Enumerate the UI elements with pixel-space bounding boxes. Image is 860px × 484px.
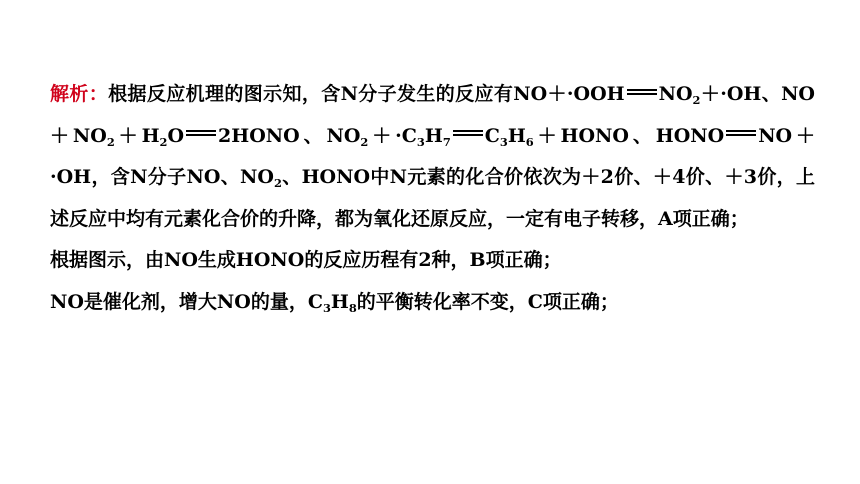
text-run: NO [658, 83, 693, 105]
subscript: 3 [416, 134, 425, 149]
equals-sign [724, 123, 758, 142]
text-run: 2HONO、NO [218, 124, 361, 147]
text-run: 、HONO中N元素的化合价依次为＋2价、＋4价、＋3价，上述反应中均有元素化合价的升降，都为氧化还原反应，一定有电子转移，A项正确； [50, 166, 815, 230]
text-run: H [507, 124, 526, 147]
subscript: 8 [348, 300, 357, 315]
text-run: 根据图示，由NO生成HONO的反应历程有2种，B项正确； [50, 249, 562, 271]
subscript: 3 [322, 300, 331, 315]
text-run: NO是催化剂，增大NO的量，C [50, 290, 323, 313]
subscript: 2 [273, 175, 282, 190]
text-run: 根据反应机理的图示知，含N分子发生的反应有NO＋·OOH [108, 83, 625, 105]
equals-sign [451, 123, 485, 142]
subscript: 2 [692, 92, 701, 107]
subscript: 2 [106, 134, 115, 149]
subscript: 6 [525, 134, 534, 149]
explanation-text [50, 74, 815, 323]
text-run: ＋HONO、HONO [533, 124, 725, 147]
text-run: ＋·C [368, 124, 417, 147]
text-run: H [424, 124, 443, 147]
subscript: 2 [159, 134, 168, 149]
subscript: 2 [360, 134, 369, 149]
text-run: C [484, 124, 500, 147]
subscript: 3 [499, 134, 508, 149]
text-run: NO＋·OH，含N分子NO、NO [50, 124, 816, 188]
paragraph-1 [50, 74, 815, 240]
equals-sign [184, 123, 218, 142]
text-run: O [167, 124, 185, 147]
text-run: ＋·OH、NO＋NO [50, 83, 815, 147]
text-run: 的平衡转化率不变，C项正确； [356, 290, 619, 313]
equals-sign [625, 81, 659, 100]
text-run: ＋H [114, 124, 160, 147]
paragraph-2 [50, 240, 815, 282]
paragraph-3 [50, 282, 815, 324]
analysis-label: 解析： [50, 83, 109, 105]
text-run: H [330, 290, 349, 313]
subscript: 7 [442, 134, 451, 149]
